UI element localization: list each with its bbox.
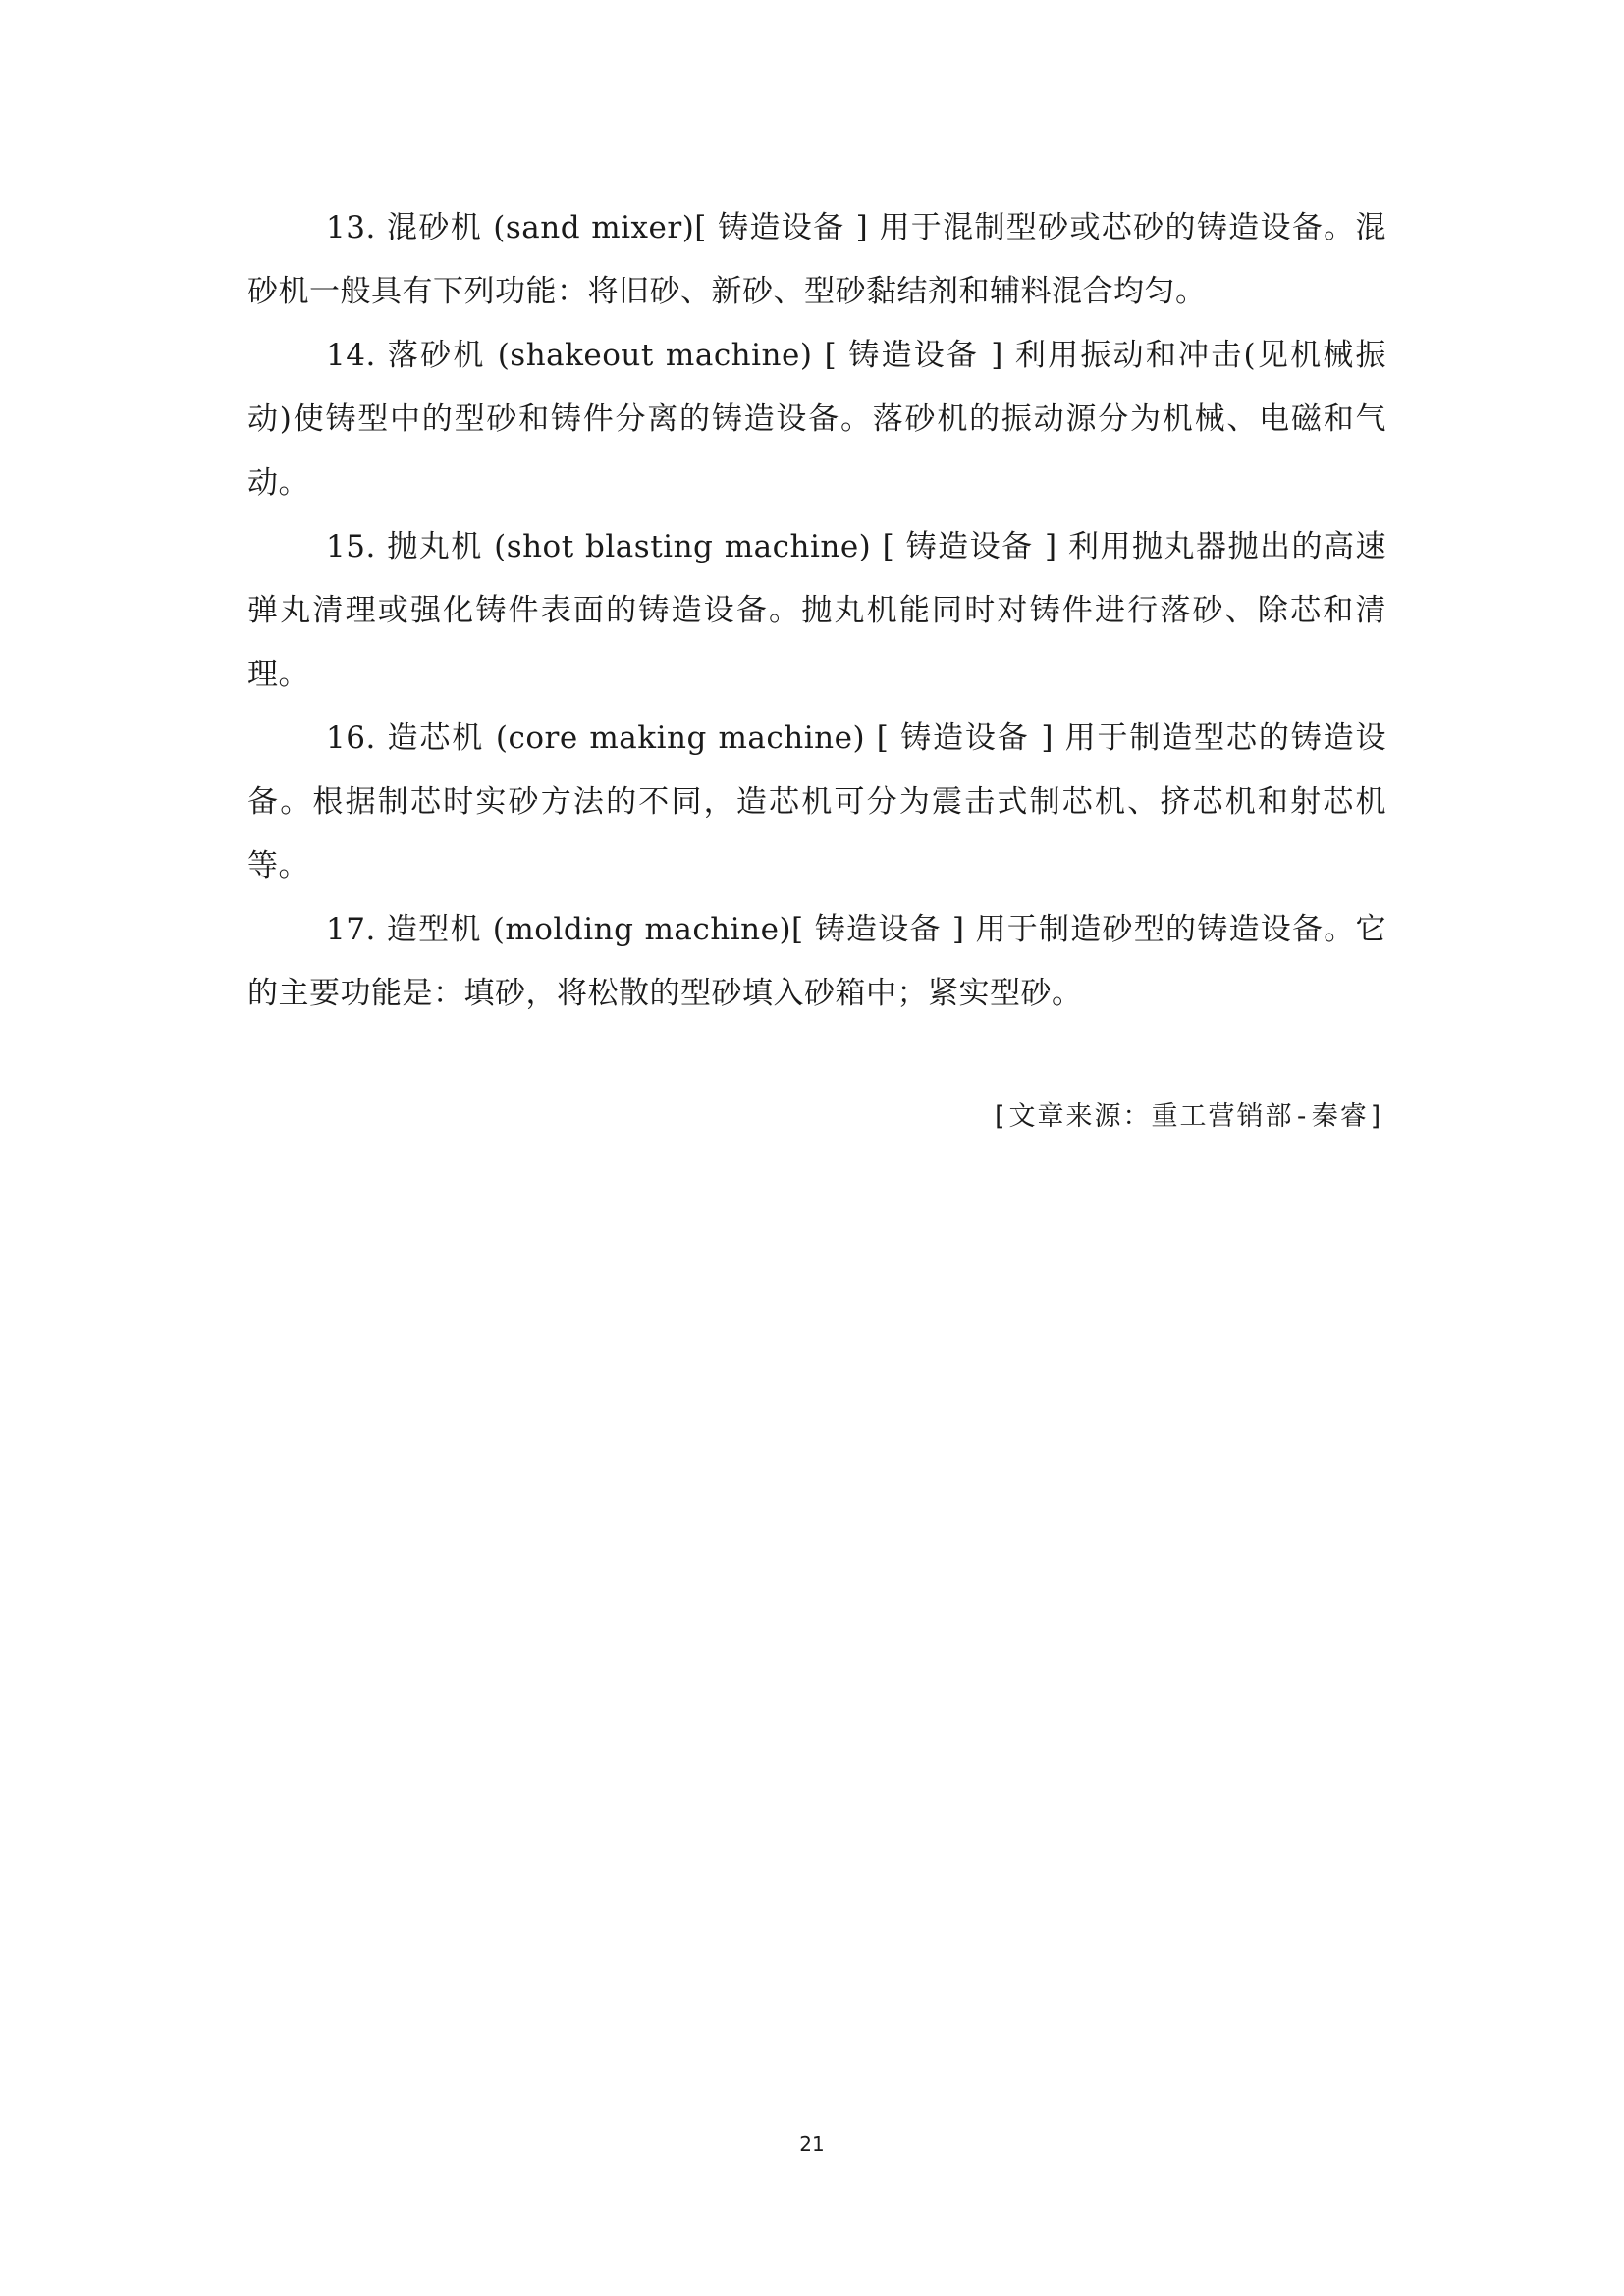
entry-english: (shot blasting machine) <box>494 529 872 564</box>
glossary-entry-17 <box>247 898 1386 1026</box>
entry-category: [ 铸造设备 ] <box>824 338 1003 373</box>
entry-term: 造芯机 <box>387 721 485 756</box>
entry-definition: 用于制造型芯的铸造设备。根据制芯时实砂方法的不同，造芯机可分为震击式制芯机、挤芯机和射芯机等。 <box>247 721 1387 883</box>
glossary-entry-15 <box>247 515 1386 707</box>
glossary-entry-16 <box>247 707 1386 898</box>
page-number: 21 <box>799 2132 825 2156</box>
entry-english: (molding machine) <box>492 912 792 947</box>
entry-number: 16. <box>326 721 376 756</box>
entry-category: [ 铸造设备 ] <box>694 210 869 245</box>
entry-category: [ 铸造设备 ] <box>882 529 1057 564</box>
entry-english: (sand mixer) <box>493 210 695 245</box>
entry-term: 落砂机 <box>387 338 486 373</box>
glossary-body <box>247 196 1386 1026</box>
entry-english: (shakeout machine) <box>497 338 813 373</box>
entry-number: 17. <box>326 912 376 947</box>
glossary-entry-13 <box>247 196 1386 324</box>
entry-definition: 用于制造砂型的铸造设备。它的主要功能是：填砂，将松散的型砂填入砂箱中；紧实型砂。 <box>247 912 1387 1011</box>
entry-category: [ 铸造设备 ] <box>876 721 1054 756</box>
entry-english: (core making machine) <box>495 721 866 756</box>
entry-definition: 利用振动和冲击(见机械振动)使铸型中的型砂和铸件分离的铸造设备。落砂机的振动源分为机械、电磁和气动。 <box>247 338 1387 501</box>
entry-term: 造型机 <box>386 912 482 947</box>
entry-number: 15. <box>326 529 376 564</box>
entry-category: [ 铸造设备 ] <box>791 912 965 947</box>
entry-number: 14. <box>326 338 376 373</box>
entry-term: 混砂机 <box>387 210 483 245</box>
entry-definition: 用于混制型砂或芯砂的铸造设备。混砂机一般具有下列功能：将旧砂、新砂、型砂黏结剂和辅料混合均匀。 <box>247 210 1387 309</box>
entry-term: 抛丸机 <box>387 529 483 564</box>
article-source: [文章来源：重工营销部-秦睿] <box>991 1101 1386 1132</box>
entry-definition: 利用抛丸器抛出的高速弹丸清理或强化铸件表面的铸造设备。抛丸机能同时对铸件进行落砂、除芯和清理。 <box>247 529 1387 692</box>
entry-number: 13. <box>326 210 376 245</box>
glossary-entry-14 <box>247 324 1386 515</box>
